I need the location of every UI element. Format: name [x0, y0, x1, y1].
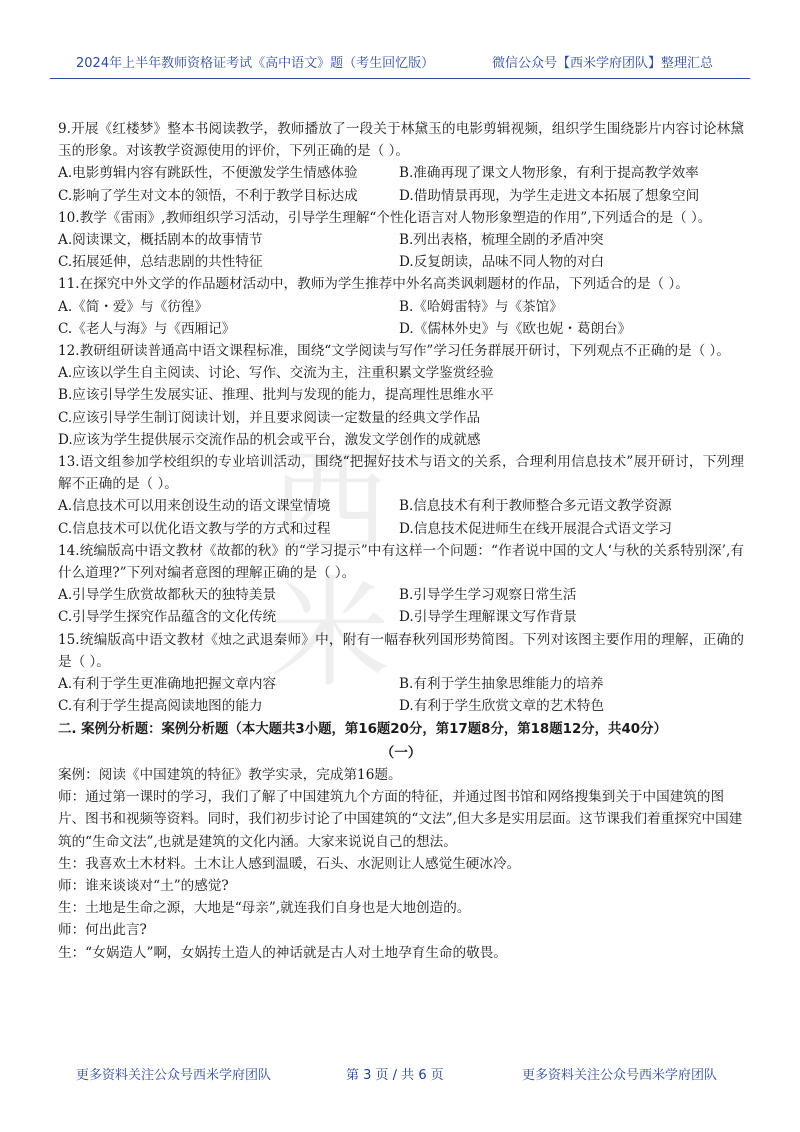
option-list	[58, 362, 744, 451]
case-paragraph: 生：我喜欢土木材料。土木让人感到温暖，石头、水泥则让人感觉生硬冰冷。	[58, 855, 521, 872]
footer-left-note: 更多资料关注公众号西米学府团队	[76, 1068, 272, 1083]
answer-option: B.信息技术有利于教师整合多元语文教学资源	[399, 498, 672, 515]
answer-option: C.有利于学生提高阅读地图的能力	[58, 698, 263, 715]
case-paragraph: 案例：阅读《中国建筑的特征》教学实录，完成第16题。	[58, 766, 402, 783]
case-paragraph: 生：土地是生命之源，大地是“母亲”,就连我们自身也是大地创造的。	[58, 900, 471, 917]
question-item	[58, 540, 744, 629]
answer-option: C.应该引导学生制订阅读计划，并且要求阅读一定数量的经典文学作品	[58, 409, 481, 426]
option-list	[58, 673, 744, 717]
header-divider	[50, 78, 750, 79]
answer-option: A.引导学生欣赏故都秋天的独特美景	[58, 587, 277, 604]
answer-option: B.列出表格，梳理全剧的矛盾冲突	[399, 232, 604, 249]
question-stem: 9.开展《红楼梦》整本书阅读教学，教师播放了一段关于林黛玉的电影剪辑视频，组织学生围绕影片内容讨论林黛玉的形象。对该教学资源使用的评价，下列正确的是（ ）。	[58, 121, 744, 160]
question-stem: 14.统编版高中语文教材《故都的秋》的“学习提示”中有这样一个问题：“作者说中国的文人‘与秋的关系特别深’,有什么道理?”下列对编者意图的理解正确的是（ ）。	[58, 542, 744, 582]
answer-option: A.电影剪辑内容有跳跃性，不便激发学生情感体验	[58, 165, 358, 182]
answer-option: A.有利于学生更准确地把握文章内容	[58, 676, 277, 693]
answer-option: D.应该为学生提供展示交流作品的机会或平台，激发文学创作的成就感	[58, 431, 481, 448]
footer-right-note: 更多资料关注公众号西米学府团队	[522, 1068, 718, 1083]
question-item	[58, 629, 744, 718]
option-list	[58, 162, 744, 206]
answer-option: C.引导学生探究作品蕴含的文化传统	[58, 609, 277, 626]
section-title: 二. 案例分析题：案例分析题（本大题共3小题，第16题20分，第17题8分，第18题12分，共40分）	[58, 722, 667, 738]
answer-option: D.引导学生理解课文写作背景	[399, 609, 577, 626]
option-list	[58, 495, 744, 539]
question-item	[58, 451, 744, 540]
option-list	[58, 296, 744, 340]
case-text	[58, 764, 744, 964]
question-list	[58, 118, 744, 717]
answer-option: C.信息技术可以优化语文教与学的方式和过程	[58, 520, 331, 537]
question-item	[58, 207, 744, 274]
answer-option: A.《简・爱》与《彷徨》	[58, 298, 209, 315]
question-item	[58, 118, 744, 207]
answer-option: B.有利于学生抽象思维能力的培养	[399, 676, 604, 693]
header-exam-title: 2024年上半年教师资格证考试《高中语文》题（考生回忆版）	[76, 56, 435, 71]
question-stem: 13.语文组参加学校组织的专业培训活动，围绕“把握好技术与语文的关系，合理利用信息技术”展开研讨，下列理解不正确的是（ ）。	[58, 454, 744, 493]
answer-option: A.应该以学生自主阅读、讨论、写作、交流为主，注重积累文学鉴赏经验	[58, 365, 494, 382]
answer-option: D.借助情景再现，为学生走进文本拓展了想象空间	[399, 187, 700, 204]
answer-option: D.有利于学生欣赏文章的艺术特色	[399, 698, 605, 715]
case-paragraph: 生：“女娲造人”啊，女娲抟土造人的神话就是古人对土地孕育生命的敬畏。	[58, 944, 507, 961]
answer-option: C.《老人与海》与《西厢记》	[58, 320, 236, 337]
page-number: 第 3 页 / 共 6 页	[346, 1068, 444, 1083]
answer-option: B.应该引导学生发展实证、推理、批判与发现的能力，提高理性思维水平	[58, 387, 494, 404]
answer-option: D.《儒林外史》与《欧也妮・葛朗台》	[399, 320, 632, 337]
answer-option: B.引导学生学习观察日常生活	[399, 587, 577, 604]
case-paragraph: 师：通过第一课时的学习，我们了解了中国建筑九个方面的特征，并通过图书馆和网络搜集到关于中国建筑的图片、图书和视频等资料。同时，我们初步讨论了中国建筑的“文法”,但大多是实用层面。这节课我们着重探究中国建筑的“生命文法”,也就是建筑的文化内涵。大家来说说自己的想法。	[58, 789, 743, 850]
answer-option: B.《哈姆雷特》与《茶馆》	[399, 298, 563, 315]
section-part-label: （一）	[380, 744, 422, 761]
question-item	[58, 273, 744, 340]
case-paragraph: 师：何出此言?	[58, 922, 147, 939]
question-item	[58, 340, 744, 451]
answer-option: A.信息技术可以用来创设生动的语文课堂情境	[58, 498, 331, 515]
document-body	[58, 118, 744, 964]
header-source: 微信公众号【西米学府团队】整理汇总	[492, 56, 714, 71]
question-stem: 15.统编版高中语文教材《烛之武退秦师》中，附有一幅春秋列国形势简图。下列对该图主要作用的理解，正确的是（ ）。	[58, 631, 744, 670]
answer-option: C.拓展延伸，总结悲剧的共性特征	[58, 254, 263, 271]
answer-option: D.信息技术促进师生在线开展混合式语文学习	[399, 520, 673, 537]
answer-option: D.反复朗读，品味不同人物的对白	[399, 254, 605, 271]
case-paragraph: 师：谁来谈谈对“土”的感觉?	[58, 877, 229, 894]
question-stem: 10.教学《雷雨》,教师组织学习活动，引导学生理解“个性化语言对人物形象塑造的作用”,下列适合的是（ ）。	[58, 209, 712, 226]
option-list	[58, 584, 744, 628]
option-list	[58, 229, 744, 273]
question-stem: 11.在探究中外文学的作品题材活动中，教师为学生推荐中外名高类讽刺题材的作品，下列适合的是（ ）。	[58, 276, 689, 293]
watermark-graphic: 西 米	[270, 435, 390, 704]
answer-option: A.阅读课文，概括剧本的故事情节	[58, 232, 263, 249]
answer-option: C.影响了学生对文本的领悟，不利于教学目标达成	[58, 187, 358, 204]
question-stem: 12.教研组研读普通高中语文课程标准，围绕“文学阅读与写作”学习任务群展开研讨，下列观点不正确的是（ ）。	[58, 343, 730, 360]
answer-option: B.准确再现了课文人物形象，有利于提高教学效率	[399, 165, 699, 182]
